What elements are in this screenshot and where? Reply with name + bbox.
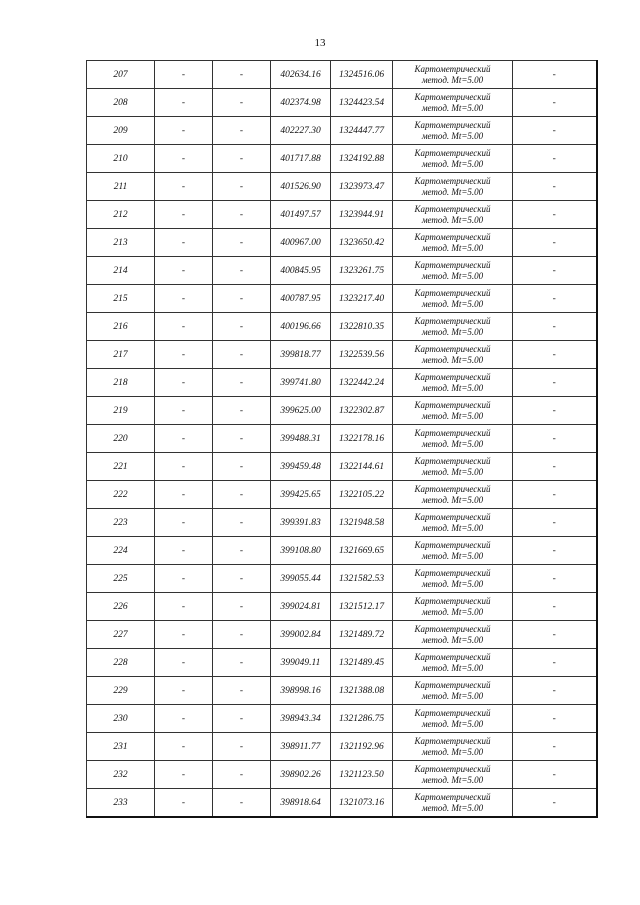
point-number-cell: 230 xyxy=(87,705,155,733)
point-number-cell: 229 xyxy=(87,677,155,705)
table-row xyxy=(87,201,597,229)
new-x-cell: 399049.11 xyxy=(271,649,331,677)
method-line2: метод. Mt=5.00 xyxy=(421,354,484,365)
new-x-cell: 398902.26 xyxy=(271,761,331,789)
method-cell xyxy=(393,89,513,117)
new-y-cell: 1323217.40 xyxy=(331,285,393,313)
old-x-cell: - xyxy=(155,453,213,481)
description-cell: - xyxy=(513,369,597,397)
new-x-cell: 401497.57 xyxy=(271,201,331,229)
old-y-cell: - xyxy=(213,565,271,593)
point-number-cell: 209 xyxy=(87,117,155,145)
description-cell: - xyxy=(513,565,597,593)
new-y-cell: 1324447.77 xyxy=(331,117,393,145)
description-cell: - xyxy=(513,509,597,537)
method-line2: метод. Mt=5.00 xyxy=(421,550,484,561)
old-x-cell: - xyxy=(155,117,213,145)
old-x-cell: - xyxy=(155,341,213,369)
old-x-cell: - xyxy=(155,565,213,593)
method-cell xyxy=(393,565,513,593)
method-cell xyxy=(393,509,513,537)
old-y-cell: - xyxy=(213,201,271,229)
old-y-cell: - xyxy=(213,341,271,369)
method-line1: Картометрический xyxy=(414,288,491,298)
method-cell xyxy=(393,481,513,509)
description-cell: - xyxy=(513,257,597,285)
point-number-cell: 207 xyxy=(87,61,155,89)
point-number-cell: 228 xyxy=(87,649,155,677)
method-line1: Картометрический xyxy=(414,232,491,242)
method-cell xyxy=(393,677,513,705)
method-line2: метод. Mt=5.00 xyxy=(421,382,484,393)
old-x-cell: - xyxy=(155,285,213,313)
method-cell xyxy=(393,341,513,369)
old-x-cell: - xyxy=(155,537,213,565)
table-row xyxy=(87,649,597,677)
method-line1: Картометрический xyxy=(414,652,491,662)
method-cell xyxy=(393,117,513,145)
method-line2: метод. Mt=5.00 xyxy=(421,746,484,757)
new-y-cell: 1322810.35 xyxy=(331,313,393,341)
description-cell: - xyxy=(513,61,597,89)
old-x-cell: - xyxy=(155,257,213,285)
old-x-cell: - xyxy=(155,677,213,705)
new-y-cell: 1321388.08 xyxy=(331,677,393,705)
table-row xyxy=(87,537,597,565)
table-row xyxy=(87,285,597,313)
new-y-cell: 1322302.87 xyxy=(331,397,393,425)
table-row xyxy=(87,145,597,173)
old-x-cell: - xyxy=(155,173,213,201)
new-y-cell: 1321489.45 xyxy=(331,649,393,677)
method-line1: Картометрический xyxy=(414,176,491,186)
method-cell xyxy=(393,369,513,397)
description-cell: - xyxy=(513,229,597,257)
point-number-cell: 222 xyxy=(87,481,155,509)
page-number: 13 xyxy=(314,37,326,49)
new-y-cell: 1322539.56 xyxy=(331,341,393,369)
method-line2: метод. Mt=5.00 xyxy=(421,186,484,197)
method-line1: Картометрический xyxy=(414,484,491,494)
old-y-cell: - xyxy=(213,733,271,761)
old-y-cell: - xyxy=(213,761,271,789)
old-y-cell: - xyxy=(213,481,271,509)
description-cell: - xyxy=(513,397,597,425)
coordinates-table xyxy=(86,60,598,818)
method-line2: метод. Mt=5.00 xyxy=(421,74,484,85)
old-x-cell: - xyxy=(155,369,213,397)
method-line1: Картометрический xyxy=(414,624,491,634)
method-line2: метод. Mt=5.00 xyxy=(421,270,484,281)
method-line1: Картометрический xyxy=(414,372,491,382)
method-cell xyxy=(393,397,513,425)
new-x-cell: 402374.98 xyxy=(271,89,331,117)
description-cell: - xyxy=(513,481,597,509)
old-x-cell: - xyxy=(155,705,213,733)
old-y-cell: - xyxy=(213,593,271,621)
description-cell: - xyxy=(513,117,597,145)
description-cell: - xyxy=(513,705,597,733)
point-number-cell: 217 xyxy=(87,341,155,369)
new-x-cell: 399024.81 xyxy=(271,593,331,621)
method-cell xyxy=(393,621,513,649)
new-y-cell: 1324516.06 xyxy=(331,61,393,89)
method-line2: метод. Mt=5.00 xyxy=(421,158,484,169)
method-line1: Картометрический xyxy=(414,568,491,578)
old-x-cell: - xyxy=(155,593,213,621)
point-number-cell: 231 xyxy=(87,733,155,761)
point-number-cell: 225 xyxy=(87,565,155,593)
table-row xyxy=(87,369,597,397)
old-y-cell: - xyxy=(213,425,271,453)
description-cell: - xyxy=(513,621,597,649)
new-x-cell: 398943.34 xyxy=(271,705,331,733)
old-y-cell: - xyxy=(213,509,271,537)
description-cell: - xyxy=(513,733,597,761)
point-number-cell: 215 xyxy=(87,285,155,313)
point-number-cell: 227 xyxy=(87,621,155,649)
old-y-cell: - xyxy=(213,789,271,818)
old-x-cell: - xyxy=(155,397,213,425)
table-row xyxy=(87,705,597,733)
description-cell: - xyxy=(513,677,597,705)
new-x-cell: 402634.16 xyxy=(271,61,331,89)
description-cell: - xyxy=(513,453,597,481)
point-number-cell: 210 xyxy=(87,145,155,173)
method-line2: метод. Mt=5.00 xyxy=(421,102,484,113)
description-cell: - xyxy=(513,593,597,621)
old-x-cell: - xyxy=(155,761,213,789)
point-number-cell: 219 xyxy=(87,397,155,425)
new-x-cell: 398911.77 xyxy=(271,733,331,761)
new-x-cell: 400845.95 xyxy=(271,257,331,285)
method-cell xyxy=(393,313,513,341)
table-row xyxy=(87,257,597,285)
method-cell xyxy=(393,257,513,285)
new-y-cell: 1321286.75 xyxy=(331,705,393,733)
description-cell: - xyxy=(513,145,597,173)
new-x-cell: 399425.65 xyxy=(271,481,331,509)
table-row xyxy=(87,313,597,341)
method-line2: метод. Mt=5.00 xyxy=(421,298,484,309)
method-line2: метод. Mt=5.00 xyxy=(421,718,484,729)
method-line2: метод. Mt=5.00 xyxy=(421,634,484,645)
method-line1: Картометрический xyxy=(414,260,491,270)
old-y-cell: - xyxy=(213,705,271,733)
old-x-cell: - xyxy=(155,621,213,649)
description-cell: - xyxy=(513,649,597,677)
old-x-cell: - xyxy=(155,229,213,257)
old-y-cell: - xyxy=(213,397,271,425)
new-x-cell: 399055.44 xyxy=(271,565,331,593)
point-number-cell: 233 xyxy=(87,789,155,818)
new-y-cell: 1322105.22 xyxy=(331,481,393,509)
old-y-cell: - xyxy=(213,229,271,257)
method-line2: метод. Mt=5.00 xyxy=(421,522,484,533)
new-x-cell: 399391.83 xyxy=(271,509,331,537)
new-y-cell: 1321489.72 xyxy=(331,621,393,649)
method-line2: метод. Mt=5.00 xyxy=(421,466,484,477)
method-line2: метод. Mt=5.00 xyxy=(421,802,484,813)
new-y-cell: 1321512.17 xyxy=(331,593,393,621)
new-x-cell: 399488.31 xyxy=(271,425,331,453)
table-row xyxy=(87,509,597,537)
method-line2: метод. Mt=5.00 xyxy=(421,326,484,337)
description-cell: - xyxy=(513,285,597,313)
method-line2: метод. Mt=5.00 xyxy=(421,214,484,225)
old-x-cell: - xyxy=(155,481,213,509)
point-number-cell: 224 xyxy=(87,537,155,565)
method-line2: метод. Mt=5.00 xyxy=(421,242,484,253)
description-cell: - xyxy=(513,761,597,789)
new-x-cell: 398998.16 xyxy=(271,677,331,705)
method-line2: метод. Mt=5.00 xyxy=(421,774,484,785)
table-row xyxy=(87,565,597,593)
point-number-cell: 220 xyxy=(87,425,155,453)
old-x-cell: - xyxy=(155,649,213,677)
table-row xyxy=(87,61,597,89)
method-line1: Картометрический xyxy=(414,148,491,158)
method-line2: метод. Mt=5.00 xyxy=(421,690,484,701)
new-y-cell: 1323973.47 xyxy=(331,173,393,201)
method-line1: Картометрический xyxy=(414,428,491,438)
old-y-cell: - xyxy=(213,257,271,285)
old-x-cell: - xyxy=(155,733,213,761)
description-cell: - xyxy=(513,201,597,229)
method-cell xyxy=(393,453,513,481)
method-cell xyxy=(393,285,513,313)
old-y-cell: - xyxy=(213,537,271,565)
new-x-cell: 402227.30 xyxy=(271,117,331,145)
new-y-cell: 1322178.16 xyxy=(331,425,393,453)
method-cell xyxy=(393,537,513,565)
new-x-cell: 399459.48 xyxy=(271,453,331,481)
new-x-cell: 398918.64 xyxy=(271,789,331,818)
table-row xyxy=(87,341,597,369)
table-body xyxy=(87,61,597,818)
method-cell xyxy=(393,201,513,229)
method-line1: Картометрический xyxy=(414,400,491,410)
method-line2: метод. Mt=5.00 xyxy=(421,410,484,421)
new-x-cell: 401717.88 xyxy=(271,145,331,173)
old-y-cell: - xyxy=(213,677,271,705)
old-y-cell: - xyxy=(213,173,271,201)
old-y-cell: - xyxy=(213,453,271,481)
old-x-cell: - xyxy=(155,201,213,229)
table-row xyxy=(87,397,597,425)
method-cell xyxy=(393,173,513,201)
table-row xyxy=(87,677,597,705)
new-y-cell: 1324423.54 xyxy=(331,89,393,117)
old-y-cell: - xyxy=(213,145,271,173)
method-line2: метод. Mt=5.00 xyxy=(421,438,484,449)
method-cell xyxy=(393,425,513,453)
table-row xyxy=(87,453,597,481)
description-cell: - xyxy=(513,173,597,201)
method-line2: метод. Mt=5.00 xyxy=(421,130,484,141)
old-x-cell: - xyxy=(155,425,213,453)
table-row xyxy=(87,593,597,621)
method-line1: Картометрический xyxy=(414,64,491,74)
table-row xyxy=(87,229,597,257)
method-line1: Картометрический xyxy=(414,736,491,746)
point-number-cell: 218 xyxy=(87,369,155,397)
method-line1: Картометрический xyxy=(414,680,491,690)
method-cell xyxy=(393,145,513,173)
method-line1: Картометрический xyxy=(414,316,491,326)
table-row xyxy=(87,621,597,649)
method-line1: Картометрический xyxy=(414,596,491,606)
method-cell xyxy=(393,705,513,733)
point-number-cell: 212 xyxy=(87,201,155,229)
new-y-cell: 1321073.16 xyxy=(331,789,393,818)
table-row xyxy=(87,481,597,509)
new-y-cell: 1321669.65 xyxy=(331,537,393,565)
table-row xyxy=(87,89,597,117)
table-row xyxy=(87,789,597,818)
point-number-cell: 226 xyxy=(87,593,155,621)
new-x-cell: 400967.00 xyxy=(271,229,331,257)
method-cell xyxy=(393,229,513,257)
new-y-cell: 1323261.75 xyxy=(331,257,393,285)
new-y-cell: 1321192.96 xyxy=(331,733,393,761)
old-y-cell: - xyxy=(213,649,271,677)
new-x-cell: 400787.95 xyxy=(271,285,331,313)
new-x-cell: 399002.84 xyxy=(271,621,331,649)
method-cell xyxy=(393,733,513,761)
new-y-cell: 1321948.58 xyxy=(331,509,393,537)
method-line1: Картометрический xyxy=(414,344,491,354)
old-x-cell: - xyxy=(155,313,213,341)
method-line2: метод. Mt=5.00 xyxy=(421,606,484,617)
old-x-cell: - xyxy=(155,61,213,89)
point-number-cell: 208 xyxy=(87,89,155,117)
old-y-cell: - xyxy=(213,89,271,117)
new-y-cell: 1323944.91 xyxy=(331,201,393,229)
old-x-cell: - xyxy=(155,89,213,117)
new-y-cell: 1322144.61 xyxy=(331,453,393,481)
new-x-cell: 399741.80 xyxy=(271,369,331,397)
method-line1: Картометрический xyxy=(414,456,491,466)
description-cell: - xyxy=(513,425,597,453)
method-line1: Картометрический xyxy=(414,708,491,718)
method-line1: Картометрический xyxy=(414,92,491,102)
method-cell xyxy=(393,789,513,818)
old-x-cell: - xyxy=(155,509,213,537)
new-y-cell: 1322442.24 xyxy=(331,369,393,397)
description-cell: - xyxy=(513,341,597,369)
method-line1: Картометрический xyxy=(414,540,491,550)
method-line1: Картометрический xyxy=(414,512,491,522)
point-number-cell: 232 xyxy=(87,761,155,789)
old-y-cell: - xyxy=(213,117,271,145)
new-y-cell: 1324192.88 xyxy=(331,145,393,173)
description-cell: - xyxy=(513,789,597,818)
table-row xyxy=(87,173,597,201)
method-line1: Картометрический xyxy=(414,764,491,774)
point-number-cell: 211 xyxy=(87,173,155,201)
method-line1: Картометрический xyxy=(414,204,491,214)
description-cell: - xyxy=(513,537,597,565)
method-cell xyxy=(393,761,513,789)
old-y-cell: - xyxy=(213,313,271,341)
table-row xyxy=(87,425,597,453)
point-number-cell: 221 xyxy=(87,453,155,481)
table-row xyxy=(87,117,597,145)
method-cell xyxy=(393,649,513,677)
point-number-cell: 213 xyxy=(87,229,155,257)
method-line2: метод. Mt=5.00 xyxy=(421,494,484,505)
point-number-cell: 216 xyxy=(87,313,155,341)
description-cell: - xyxy=(513,313,597,341)
point-number-cell: 223 xyxy=(87,509,155,537)
method-cell xyxy=(393,593,513,621)
table-row xyxy=(87,761,597,789)
new-y-cell: 1321582.53 xyxy=(331,565,393,593)
new-y-cell: 1321123.50 xyxy=(331,761,393,789)
coordinates-table-wrapper xyxy=(86,60,598,818)
table-row xyxy=(87,733,597,761)
new-x-cell: 399818.77 xyxy=(271,341,331,369)
old-x-cell: - xyxy=(155,145,213,173)
method-line1: Картометрический xyxy=(414,792,491,802)
description-cell: - xyxy=(513,89,597,117)
old-y-cell: - xyxy=(213,285,271,313)
old-x-cell: - xyxy=(155,789,213,818)
new-x-cell: 400196.66 xyxy=(271,313,331,341)
new-y-cell: 1323650.42 xyxy=(331,229,393,257)
method-cell xyxy=(393,61,513,89)
new-x-cell: 401526.90 xyxy=(271,173,331,201)
method-line2: метод. Mt=5.00 xyxy=(421,578,484,589)
old-y-cell: - xyxy=(213,369,271,397)
method-line2: метод. Mt=5.00 xyxy=(421,662,484,673)
old-y-cell: - xyxy=(213,61,271,89)
new-x-cell: 399625.00 xyxy=(271,397,331,425)
point-number-cell: 214 xyxy=(87,257,155,285)
new-x-cell: 399108.80 xyxy=(271,537,331,565)
method-line1: Картометрический xyxy=(414,120,491,130)
old-y-cell: - xyxy=(213,621,271,649)
